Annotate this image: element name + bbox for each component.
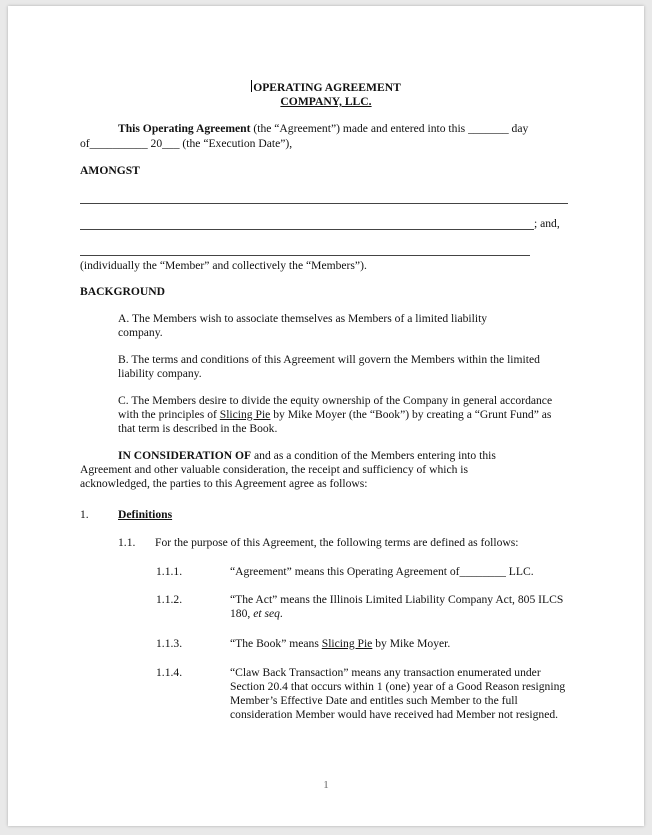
company-name-title: COMPANY, LLC. — [280, 95, 372, 108]
member-blank-line-1 — [80, 203, 568, 204]
amongst-heading: AMONGST — [80, 164, 140, 177]
members-definition-line: (individually the “Member” and collectively the “Members”). — [80, 259, 367, 272]
consideration-paragraph: IN CONSIDERATION OF and as a condition of the Members entering into this Agreement and other valuable consideration, the receipt and sufficiency of which is acknowledged, the parties to this Agreement agree as follows: — [80, 449, 496, 490]
page-number: 1 — [323, 779, 329, 791]
section-1-title: Definitions — [118, 508, 173, 521]
definition-text: “The Book” means Slicing Pie by Mike Moyer. — [230, 637, 451, 650]
slicing-pie-reference: Slicing Pie — [219, 408, 271, 421]
definition-number: 1.1.1. — [156, 565, 183, 578]
and-suffix: ; and, — [534, 217, 560, 230]
subsection-1-1-text: For the purpose of this Agreement, the following terms are defined as follows: — [155, 536, 519, 549]
definition-text: “Agreement” means this Operating Agreement of________ LLC. — [230, 565, 534, 578]
recital-b: B. The terms and conditions of this Agreement will govern the Members within the limited liability company. — [118, 353, 540, 380]
background-heading: BACKGROUND — [80, 285, 166, 298]
definition-text: “Claw Back Transaction” means any transaction enumerated under Section 20.4 that occurs within 1 (one) year of a Good Reason resigning Member’s Effective Date and entitles such Member to the full consideration Member would have received had Member not resigned. — [230, 666, 566, 721]
subsection-1-1-number: 1.1. — [118, 536, 136, 549]
slicing-pie-reference: Slicing Pie — [321, 637, 373, 650]
definition-number: 1.1.4. — [156, 666, 183, 679]
definition-number: 1.1.3. — [156, 637, 183, 650]
intro-line-1: This Operating Agreement (the “Agreement”) made and entered into this _______ day — [118, 122, 529, 135]
definition-text: “The Act” means the Illinois Limited Liability Company Act, 805 ILCS 180, et seq. — [230, 593, 564, 620]
document-title: OPERATING AGREEMENT — [253, 81, 401, 94]
member-blank-line-2 — [80, 229, 534, 230]
definition-number: 1.1.2. — [156, 593, 183, 606]
member-blank-line-3 — [80, 255, 530, 256]
document-page — [8, 6, 644, 826]
intro-line-2: of__________ 20___ (the “Execution Date”), — [80, 137, 293, 150]
recital-a: A. The Members wish to associate themselves as Members of a limited liability company. — [118, 312, 488, 339]
recital-c: C. The Members desire to divide the equity ownership of the Company in general accordance with the principles of Slicing Pie by Mike Moyer (the “Book”) by creating a “Grunt Fund” as that term is described in the Book. — [118, 394, 553, 435]
section-1-number: 1. — [80, 508, 89, 521]
